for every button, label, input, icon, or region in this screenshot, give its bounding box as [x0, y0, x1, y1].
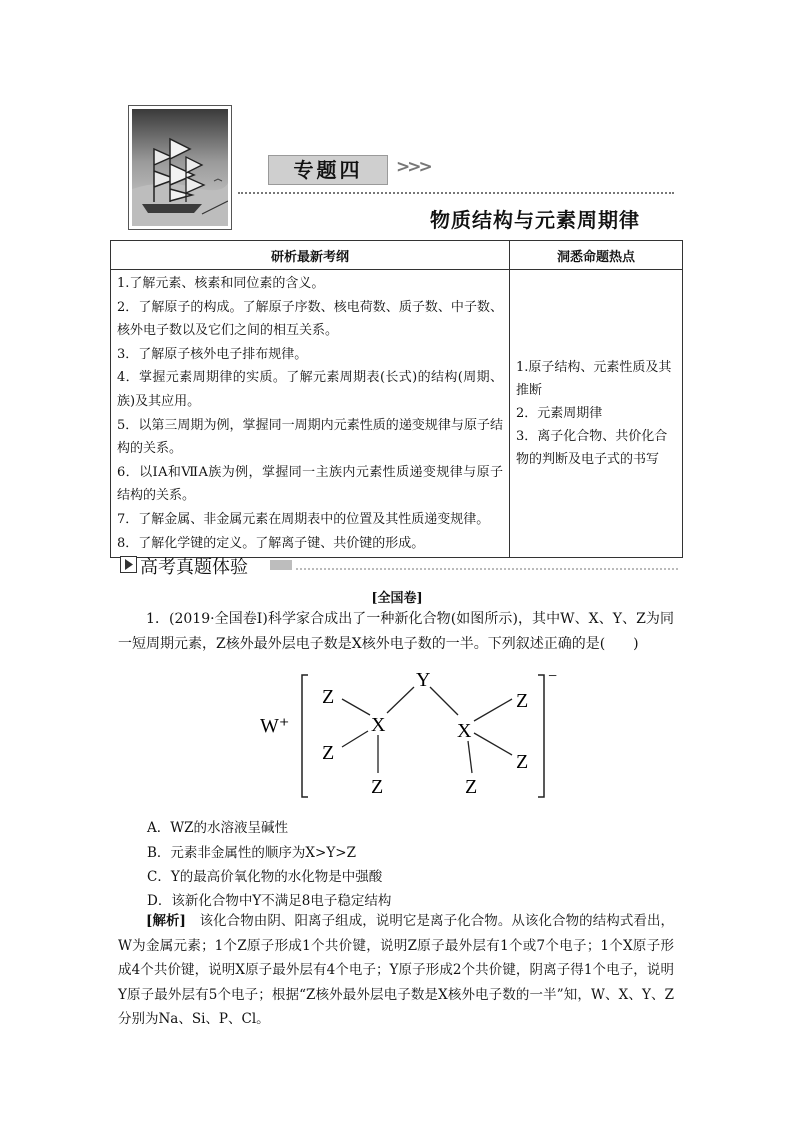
- chevron-arrows-icon: >>>: [396, 157, 430, 177]
- option-c: C．Y的最高价氧化物的水化物是中强酸: [147, 869, 383, 885]
- compound-structure-diagram: [250, 665, 570, 805]
- option-a: A．WZ的水溶液呈碱性: [147, 820, 289, 836]
- table-header-outline: 研析最新考纲: [111, 241, 510, 270]
- topic-label: 专题四: [268, 155, 388, 185]
- outline-item: 7．了解金属、非金属元素在周期表中的位置及其性质递变规律。: [117, 511, 490, 527]
- section-dotted-rule: [296, 568, 678, 570]
- analysis-paragraph: [118, 909, 674, 1032]
- exam-outline-table: [110, 240, 683, 558]
- outline-item: 4．掌握元素周期律的实质。了解元素周期表(长式)的结构(周期、族)及其应用。: [117, 370, 503, 409]
- outline-item: 2．了解原子的构成。了解原子序数、核电荷数、质子数、中子数、核外电子数以及它们之间的相互关系。: [117, 299, 503, 339]
- option-b: B．元素非金属性的顺序为X>Y>Z: [147, 845, 356, 861]
- atom-z: Z: [322, 686, 335, 708]
- analysis-tag: [解析]: [146, 913, 186, 929]
- atom-x: X: [457, 720, 472, 742]
- hotspot-list: [510, 270, 683, 558]
- atom-z: Z: [371, 776, 384, 798]
- cover-photo: [128, 105, 232, 230]
- question-text: 1．(2019·全国卷Ⅰ)科学家合成出了一种新化合物(如图所示)，其中W、X、Y、Z为同一短周期元素，Z核外最外层电子数是X核外电子数的一半。下列叙述正确的是( ): [118, 611, 674, 652]
- analysis-block: [118, 909, 674, 1032]
- table-header-hotspots: 洞悉命题热点: [510, 241, 683, 270]
- hotspot-item: 2．元素周期律: [516, 406, 603, 422]
- header-divider: [238, 192, 674, 194]
- sailing-ship-image: [132, 109, 228, 226]
- outline-item: 5．以第三周期为例，掌握同一周期内元素性质的递变规律与原子结构的关系。: [117, 417, 503, 457]
- option-d: D．该新化合物中Y不满足8电子稳定结构: [147, 893, 392, 909]
- outline-item: 3．了解原子核外电子排布规律。: [117, 346, 308, 362]
- atom-z: Z: [516, 751, 529, 773]
- question-stem: [118, 607, 674, 657]
- outline-item: 8．了解化学键的定义。了解离子键、共价键的形成。: [117, 535, 425, 551]
- outline-item: 1.了解元素、核素和同位素的含义。: [117, 276, 325, 291]
- atom-z: Z: [516, 690, 529, 712]
- section-title: 高考真题体验: [140, 557, 248, 578]
- atom-x: X: [371, 714, 386, 736]
- atom-y: Y: [416, 669, 431, 691]
- right-bracket: [538, 675, 544, 797]
- section-title-bar: [270, 560, 292, 570]
- left-bracket: [302, 675, 308, 797]
- exam-scope-label: [全国卷]: [371, 591, 423, 606]
- hotspot-item: 1.原子结构、元素性质及其推断: [516, 360, 672, 399]
- play-arrow-icon: [120, 556, 137, 573]
- outline-item: 6．以ⅠA和ⅦA族为例，掌握同一主族内元素性质递变规律与原子结构的关系。: [117, 464, 503, 504]
- outline-list: [111, 270, 510, 558]
- analysis-text: 该化合物由阴、阳离子组成，说明它是离子化合物。从该化合物的结构式看出，W为金属元素；1个Z原子形成1个共价键，说明Z原子最外层有1个或7个电子；1个X原子形成4个共价键，说明X原子最外层有4个电子；Y原子形成2个共价键，阴离子得1个电子，说明Y原子最外层有5个电子；根据“Z核外最外层电子数是X核外电子数的一半”知，W、X、Y、Z分别为Na、Si、P、Cl。: [118, 913, 675, 1028]
- cation-label: W⁺: [260, 715, 290, 737]
- chapter-subtitle: 物质结构与元素周期律: [430, 208, 640, 232]
- atom-z: Z: [465, 776, 478, 798]
- atom-z: Z: [322, 742, 335, 764]
- anion-charge: −: [548, 668, 558, 685]
- hotspot-item: 3．离子化合物、共价化合物的判断及电子式的书写: [516, 429, 668, 468]
- bond-lines: [342, 687, 512, 773]
